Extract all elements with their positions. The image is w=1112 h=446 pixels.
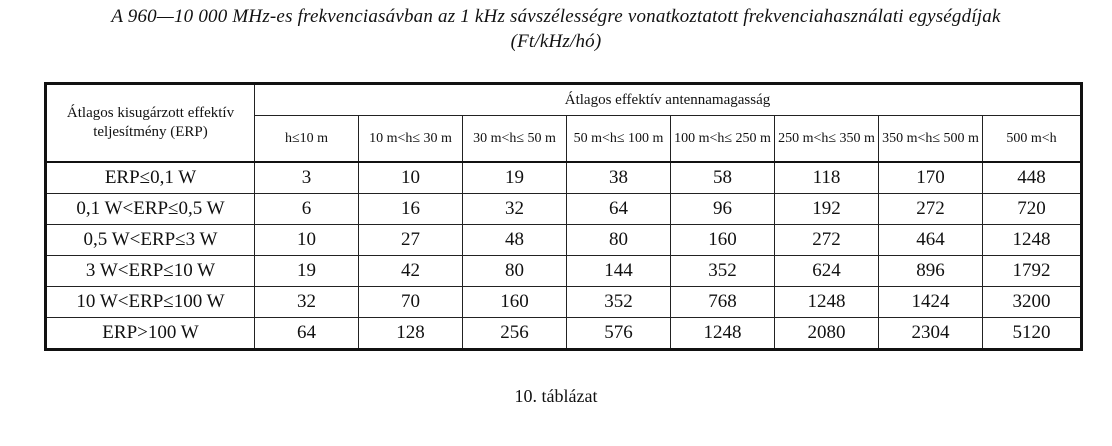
fee-value-cell: 64 (255, 318, 359, 350)
erp-range-cell: 10 W<ERP≤100 W (46, 287, 255, 318)
height-column-header: h≤10 m (255, 116, 359, 163)
fee-value-cell: 272 (879, 194, 983, 225)
fee-value-cell: 5120 (983, 318, 1082, 350)
fee-value-cell: 3200 (983, 287, 1082, 318)
fee-value-cell: 352 (567, 287, 671, 318)
erp-range-cell: ERP>100 W (46, 318, 255, 350)
fee-value-cell: 144 (567, 256, 671, 287)
fee-value-cell: 96 (671, 194, 775, 225)
fee-value-cell: 1248 (983, 225, 1082, 256)
height-column-header: 100 m<h≤ 250 m (671, 116, 775, 163)
height-column-header: 350 m<h≤ 500 m (879, 116, 983, 163)
fee-value-cell: 170 (879, 162, 983, 194)
table-row (46, 256, 1082, 287)
table-row (46, 194, 1082, 225)
table-unit: (Ft/kHz/hó) (510, 31, 602, 52)
table-row (46, 225, 1082, 256)
fee-value-cell: 2304 (879, 318, 983, 350)
erp-range-cell: 0,1 W<ERP≤0,5 W (46, 194, 255, 225)
fee-value-cell: 256 (463, 318, 567, 350)
fee-value-cell: 3 (255, 162, 359, 194)
fee-value-cell: 160 (463, 287, 567, 318)
table-row (46, 287, 1082, 318)
fee-value-cell: 1248 (775, 287, 879, 318)
erp-column-header: Átlagos kisugárzott effektív teljesítmény (ERP) (46, 84, 255, 163)
fee-value-cell: 19 (255, 256, 359, 287)
fee-value-cell: 2080 (775, 318, 879, 350)
height-column-header: 10 m<h≤ 30 m (359, 116, 463, 163)
fee-table (44, 82, 1083, 351)
height-column-header: 30 m<h≤ 50 m (463, 116, 567, 163)
table-title: A 960—10 000 MHz-es frekvenciasávban az 1 kHz sávszélességre vonatkoztatott frekvenciahasználati egységdíjak (111, 6, 1001, 27)
fee-value-cell: 192 (775, 194, 879, 225)
erp-range-cell: 3 W<ERP≤10 W (46, 256, 255, 287)
fee-value-cell: 160 (671, 225, 775, 256)
fee-value-cell: 720 (983, 194, 1082, 225)
fee-value-cell: 38 (567, 162, 671, 194)
fee-value-cell: 70 (359, 287, 463, 318)
fee-value-cell: 80 (567, 225, 671, 256)
fee-value-cell: 64 (567, 194, 671, 225)
fee-value-cell: 352 (671, 256, 775, 287)
fee-value-cell: 6 (255, 194, 359, 225)
fee-value-cell: 80 (463, 256, 567, 287)
height-column-header: 50 m<h≤ 100 m (567, 116, 671, 163)
fee-value-cell: 19 (463, 162, 567, 194)
fee-value-cell: 624 (775, 256, 879, 287)
erp-range-cell: 0,5 W<ERP≤3 W (46, 225, 255, 256)
fee-value-cell: 32 (255, 287, 359, 318)
fee-value-cell: 576 (567, 318, 671, 350)
fee-value-cell: 1248 (671, 318, 775, 350)
fee-value-cell: 10 (255, 225, 359, 256)
height-column-header: 250 m<h≤ 350 m (775, 116, 879, 163)
fee-value-cell: 118 (775, 162, 879, 194)
fee-table-body (46, 162, 1082, 350)
erp-range-cell: ERP≤0,1 W (46, 162, 255, 194)
fee-value-cell: 464 (879, 225, 983, 256)
fee-value-cell: 1424 (879, 287, 983, 318)
fee-value-cell: 32 (463, 194, 567, 225)
fee-value-cell: 48 (463, 225, 567, 256)
fee-value-cell: 272 (775, 225, 879, 256)
table-row (46, 162, 1082, 194)
fee-value-cell: 58 (671, 162, 775, 194)
table-caption: 10. táblázat (514, 386, 598, 406)
fee-value-cell: 768 (671, 287, 775, 318)
fee-value-cell: 27 (359, 225, 463, 256)
fee-value-cell: 896 (879, 256, 983, 287)
fee-value-cell: 1792 (983, 256, 1082, 287)
table-row (46, 318, 1082, 350)
fee-value-cell: 448 (983, 162, 1082, 194)
fee-value-cell: 10 (359, 162, 463, 194)
fee-value-cell: 16 (359, 194, 463, 225)
antenna-height-group-header: Átlagos effektív antennamagasság (255, 84, 1082, 116)
height-column-header: 500 m<h (983, 116, 1082, 163)
fee-value-cell: 42 (359, 256, 463, 287)
fee-value-cell: 128 (359, 318, 463, 350)
